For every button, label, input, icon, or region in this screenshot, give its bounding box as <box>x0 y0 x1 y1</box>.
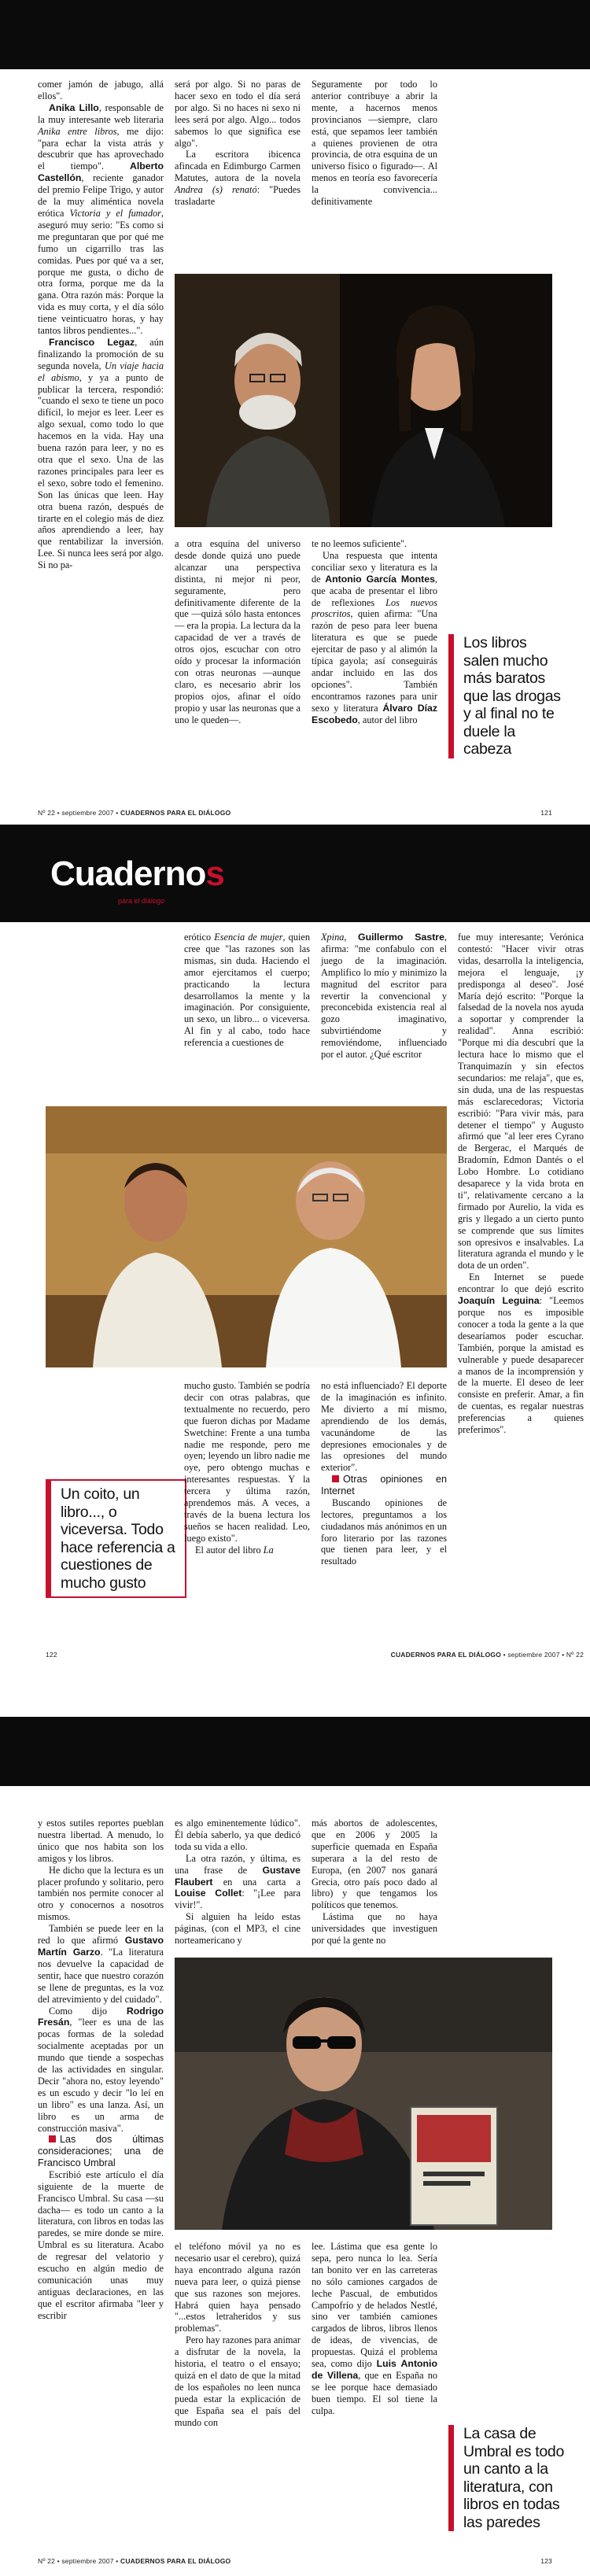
page1-footer-magazine: CUADERNOS PARA EL DIÁLOGO <box>120 809 231 817</box>
logo-accent-text: s <box>205 854 224 893</box>
page3-photo <box>175 1958 552 2230</box>
page3-column-3-top: más abortos de adolescentes, que en 2006 y 2005 la superficie quemada en España superara a la del resto de Europa, (en 2007 nos ganará Grecia, otro país poco dado al libro) y que tengamos los políticos que tenemos. Lástima que no haya universidades que investiguen por qué la gente no <box>312 1818 437 1947</box>
page1-column-2-top: será por algo. Si no paras de hacer sexo en todo el día será por algo. Si no haces ni sexo ni lees será por algo. Algo... todos sabemos lo que significa ese algo". La escritora ibicenca afincada en Edimburgo Carmen Matutes, autora de la novela Andrea (s) renató: "Puedes trasladarte <box>175 79 301 208</box>
man-with-book-photo <box>175 1958 552 2230</box>
page2-photo <box>46 1106 447 1367</box>
page1-column-2-bottom: a otra esquina del universo desde donde quizá uno puede alcanzar una perspectiva distinta, ni mejor ni peor, seguramente, pero definitivamente diferente de la que —quizá sólo hasta entonces— era la propia. La lectura da la capacidad de ver a través de otros ojos, escuchar con otro oído y procesar la información con otras neuronas —aunque claro, es necesario abrir los propios ojos, afinar el oído propio y usar las neuronas que a uno le queden—. <box>175 538 301 725</box>
page1-footer <box>38 809 552 817</box>
page2-column-1-top: erótico Esencia de mujer, quien cree que "las razones son las mismas, sin duda. Haciendo el amor ejercitamos el cuerpo; practicando la lectura desarrollamos la mente y la imaginación. Por consiguiente, un sexo, un libro... o viceversa. Al fin y al cabo, todo hace referencia a cuestiones de <box>184 932 310 1049</box>
page1-column-3-bottom: te no leemos suficiente". Una respuesta que intenta conciliar sexo y literatura es la de Antonio García Montes, que acaba de presentar el libro de reflexiones Los nuevos proscritos, quien afirma: "Una razón de peso para leer buena literatura es que se puede ejercitar de paso y al alimón la típica gayola; así conseguirás andar incluido en las dos opciones". También encontramos razones para unir sexo y literatura Álvaro Díaz Escobedo, autor del libro <box>312 538 437 725</box>
page3-page-number: 123 <box>540 2557 552 2565</box>
page1-column-3-top: Seguramente por todo lo anterior contribuye a abrir la mente, a hacernos menos provincianos —siempre, claro está, que sepamos leer también a quienes provienen de otra provincia, de otra esquina de un universo físico o figurado—. Al menos en teoría eso favorecería la convivencia... definitivamente <box>312 79 437 208</box>
page3-column-2-top: es algo eminentemente lúdico". Él debía saberlo, ya que dedicó toda su vida a ello. La otra razón, y última, es una frase de Gustave Flaubert en una carta a Louise Collet: "¡Lee para vivir!". Si alguien ha leído estas páginas, (con el MP3, el cine norteamericano y <box>175 1818 301 1947</box>
page1-page-number: 121 <box>540 809 552 817</box>
page2-column-2-bottom: no está influenciado? El deporte de la imaginación es infinito. Me divierto a mí mismo, aprendiendo de los demás, vacunándome de las depresiones emocionales y de las opresiones del mundo exterior". Otras opiniones en Internet Buscando opiniones de lectores, preguntamos a los ciudadanos más anónimos en un foro literario por las razones que tienen para leer, y el resultado <box>321 1380 447 1567</box>
page2-pull-quote: Un coito, un libro..., o viceversa. Todo hace referencia a cuestiones de mucho gusto <box>46 1479 186 1598</box>
page2-footer-right <box>391 1651 584 1659</box>
top-black-band <box>0 0 590 69</box>
page1-photo <box>175 274 552 527</box>
page3-pull-quote: La casa de Umbral es todo un canto a la literatura, con libros en todas las paredes <box>448 2425 573 2531</box>
page1-footer-issue: Nº 22 • septiembre 2007 • <box>38 809 119 817</box>
cuadernos-logo <box>50 854 224 894</box>
page2-column-3: fue muy interesante; Verónica contestó: "Hacer vivir otras vidas, desarrolla la inteligencia, mejora el lenguaje, ¡y predisponga al deseo". José María dejó escrito: "Porque la falsedad de la novela nos ayuda a soportar y comprender la realidad". Anna escribió: "Porque mi día descubrí que la lectura hace lo mismo que el Tranquimazín y sin efectos secundarios: me relaja", que es, sin duda, una de las respuestas más esclarecedoras; Victoria escribió: "Para vivir más, para detener el tiempo" y Augusto afirmó que "al leer eres Cyrano de Bergerac, el Marqués de Bradomín, Edmon Dantés o el Lobo Hombre. Lo cotidiano desaparece y la vida brota en ti", relativamente cercano a la firmado por Aurelio, la vida es gris y llegado a un cierto punto se comprende que sus límites son opresivos e insalvables. La literatura agranda el mundo y le dota de un orden". En Internet se puede encontrar lo que dejó escrito Joaquín Leguina: "Leemos porque nos es imposible conocer a toda la gente a la que desearíamos poder escuchar. También, porque la amistad es vulnerable y puede desaparecer a manos de la incomprensión y de la muerte. El deseo de leer consiste en preferir. Amar, a fin de cuentas, es regalar nuestras preferencias a quienes preferimos". <box>458 932 584 1436</box>
page-121 <box>0 69 590 825</box>
page1-column-1: comer jamón de jabugo, allá ellos". Anika Lillo, responsable de la muy interesante web literaria Anika entre libros, me dijo: "para echar la vista atrás y descubrir que has aprovechado el tiempo". Alberto Castellón, reciente ganador del premio Felipe Trigo, y autor de la muy aliméntica novela erótica Victoria y el fumador, aseguró muy serio: "Es como si me preguntaran que por qué me fumo un cigarrillo tras las comidas. Pues por qué va a ser, porque me gusta, o dicho de otra forma, porque me da la gana. Otra razón más: Porque la vida es muy corta, y el día sólo tiene veinticuatro horas, y hay tantos libros pendientes...". Francisco Legaz, aún finalizando la promoción de su segunda novela, Un viaje hacia el abismo, y ya a punto de publicar la tercera, respondió: "cuando el sexo te tiene un poco difícil, lo mejor es leer. Leer es algo sexual, como todo lo que hacemos en la vida. Hay una buena razón para leer, y no es otra que el sexo. Una de las razones principales para leer es el sexo, sobre todo el femenino. Son las únicas que leen. Hay otra buena razón, después de tirarte en el colegio más de diez años aprendiendo a leer, hay que rentabilizar la inversión. Lee. Si nunca lees será por algo. Si no pa- <box>38 79 164 571</box>
page2-footer <box>46 1651 584 1659</box>
page2-column-1-bottom: mucho gusto. También se podría decir con otras palabras, que textualmente no recuerdo, pero que fueron dichas por Madame Swetchine: Frente a una tumba nadie me responde, pero me oyen; leyendo un libro nadie me oye, pero obtengo muchas e interesantes respuestas. Y la tercera y última razón, aprendemos más. A veces, a través de la buena lectura los sueños se hacen realidad. Leo, luego existo". El autor del libro La <box>184 1380 310 1556</box>
page3-column-1: y estos sutiles reportes pueblan nuestra libertad. A menudo, lo único que nos habita son los amigos y los libros. He dicho que la lectura es un placer profundo y solitario, pero también nos permite conocer al otro y conocernos a nosotros mismos. También se puede leer en la red lo que afirmó Gustavo Martín Garzo. "La literatura nos devuelve la capacidad de sentir, hace que nuestro corazón se llene de preguntas, es la voz del atrevimiento y del cuidado". Como dijo Rodrigo Fresán, "leer es una de las pocas formas de la soledad socialmente aceptadas por un mundo que tiende a sospechas de las actividades en singular. Decir "ahora no, estoy leyendo" es un escudo y decir "lo leí en un libro" es una lanza. Así, un libro es un arma de construcción masiva". Las dos últimas consideraciones; una de Francisco Umbral Escribió este artículo el día siguiente de la muerte de Francisco Umbral. Su casa —su dacha— es todo un canto a la literatura, con libros en todas las paredes, se mire donde se mire. Umbral es su literatura. Acabo de regresar del velatorio y escucho en algún medio de comunicación unas muy antiguas declaraciones, en las que el escritor afirmaba "leer y escribir <box>38 1818 164 2321</box>
page-122 <box>0 922 590 1717</box>
page2-footer-magazine: CUADERNOS PARA EL DIÁLOGO <box>390 1651 502 1659</box>
page3-footer-magazine: CUADERNOS PARA EL DIÁLOGO <box>120 2557 231 2565</box>
page2-page-number: 122 <box>46 1651 57 1659</box>
page-123 <box>0 1786 590 2576</box>
lower-black-band <box>0 1717 590 1786</box>
page3-footer <box>38 2557 552 2565</box>
page3-footer-issue: Nº 22 • septiembre 2007 • <box>38 2557 119 2565</box>
page1-pull-quote: Los libros salen mucho más baratos que las drogas y al final no te duele la cabeza <box>448 634 566 758</box>
page2-column-2-top: Xpina, Guillermo Sastre, afirma: "me confabulo con el juego de la imaginación. Amplifico lo mío y minimizo la magnitud del escritor para revertir la convencional y preconcebida existencia real al gozo imaginativo, subvirtiéndome y removiéndome, influenciado por el autor. ¿Qué escritor <box>321 932 447 1061</box>
logo-main-text: Cuaderno <box>50 854 206 893</box>
page3-column-3-bottom: lee. Lástima que esa gente lo sepa, pero nunca lo lea. Sería tan bonito ver en las carreteras no sólo camiones cargados de leche Pascual, de embutidos Campofrío y de helados Nestlé, sino ver también camiones cargados de libros, libros llenos de ideas, de vivencias, de propuestas. Quizá el problema sea, como dijo Luis Antonio de Villena, que en España no se lee porque hace demasiado buen tiempo. El sol tiene la culpa. <box>312 2241 438 2416</box>
logo-tagline: para el diálogo <box>118 897 165 905</box>
two-men-photo <box>175 274 552 527</box>
two-seated-men-photo <box>46 1106 447 1367</box>
page2-footer-issue: • septiembre 2007 • Nº 22 <box>503 1651 584 1659</box>
page3-column-2-bottom: el teléfono móvil ya no es necesario usar el cerebro), quizá haya encontrado alguna razón nueva para leer, o quizá piense que sus razones son mejores. Habrá quien haya pensado "...estos letraheridos y sus problemas". Pero hay razones para animar a disfrutar de la novela, la historia, el teatro o el ensayo; quizá en el dato de que la mitad de los españoles no leen nunca pueda estar la explicación de que España sea el país del mundo con <box>175 2241 301 2428</box>
